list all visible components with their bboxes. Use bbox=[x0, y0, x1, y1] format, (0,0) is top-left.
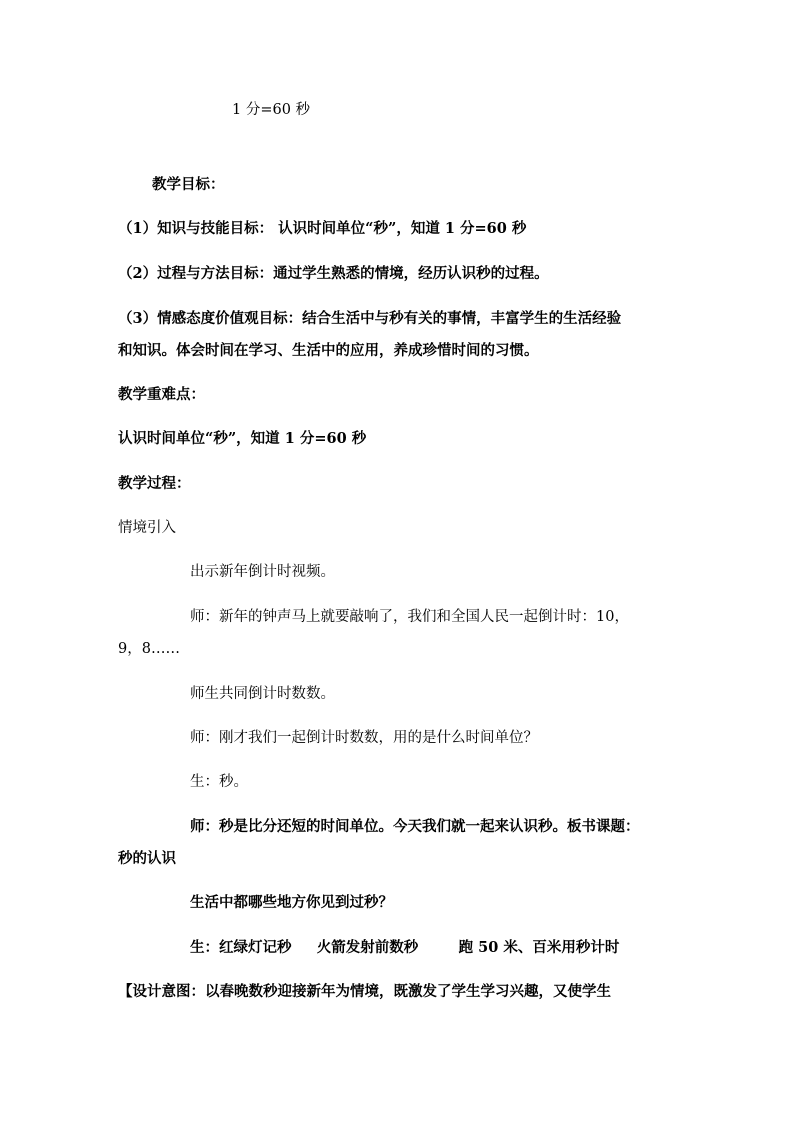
goal-2: （2）过程与方法目标：通过学生熟悉的情境，经历认识秒的过程。 bbox=[118, 265, 549, 282]
goal-3-line-2: 和知识。体会时间在学习、生活中的应用，养成珍惜时间的习惯。 bbox=[118, 342, 539, 359]
process-heading: 教学过程： bbox=[118, 475, 191, 492]
intro-heading: 情境引入 bbox=[118, 520, 176, 536]
paragraph-1: 出示新年倒计时视频。 bbox=[190, 564, 335, 580]
key-text: 认识时间单位“秒”，知道 1 分=60 秒 bbox=[118, 430, 367, 447]
paragraph-5: 生：秒。 bbox=[190, 774, 248, 790]
design-intent: 【设计意图：以春晚数秒迎接新年为情境，既激发了学生学习兴趣，又使学生 bbox=[118, 983, 611, 1000]
paragraph-8: 生：红绿灯记秒 火箭发射前数秒 跑 50 米、百米用秒计时 bbox=[190, 939, 620, 956]
formula-top: 1 分=60 秒 bbox=[232, 102, 311, 118]
paragraph-7: 生活中都哪些地方你见到过秒？ bbox=[190, 894, 393, 911]
goals-heading: 教学目标： bbox=[152, 176, 225, 193]
key-heading: 教学重难点： bbox=[118, 386, 205, 403]
paragraph-6-line-2: 秒的认识 bbox=[118, 850, 176, 867]
paragraph-6-line-1: 师：秒是比分还短的时间单位。今天我们就一起来认识秒。板书课题： bbox=[190, 818, 640, 835]
paragraph-2-line-2: 9，8…… bbox=[118, 641, 180, 657]
goal-1: （1）知识与技能目标： 认识时间单位“秒”，知道 1 分=60 秒 bbox=[118, 220, 527, 237]
goal-3-line-1: （3）情感态度价值观目标：结合生活中与秒有关的事情，丰富学生的生活经验 bbox=[118, 310, 622, 327]
paragraph-3: 师生共同倒计时数数。 bbox=[190, 686, 335, 702]
paragraph-4: 师：刚才我们一起倒计时数数，用的是什么时间单位？ bbox=[190, 730, 538, 746]
paragraph-2-line-1: 师：新年的钟声马上就要敲响了，我们和全国人民一起倒计时：10， bbox=[190, 609, 629, 625]
